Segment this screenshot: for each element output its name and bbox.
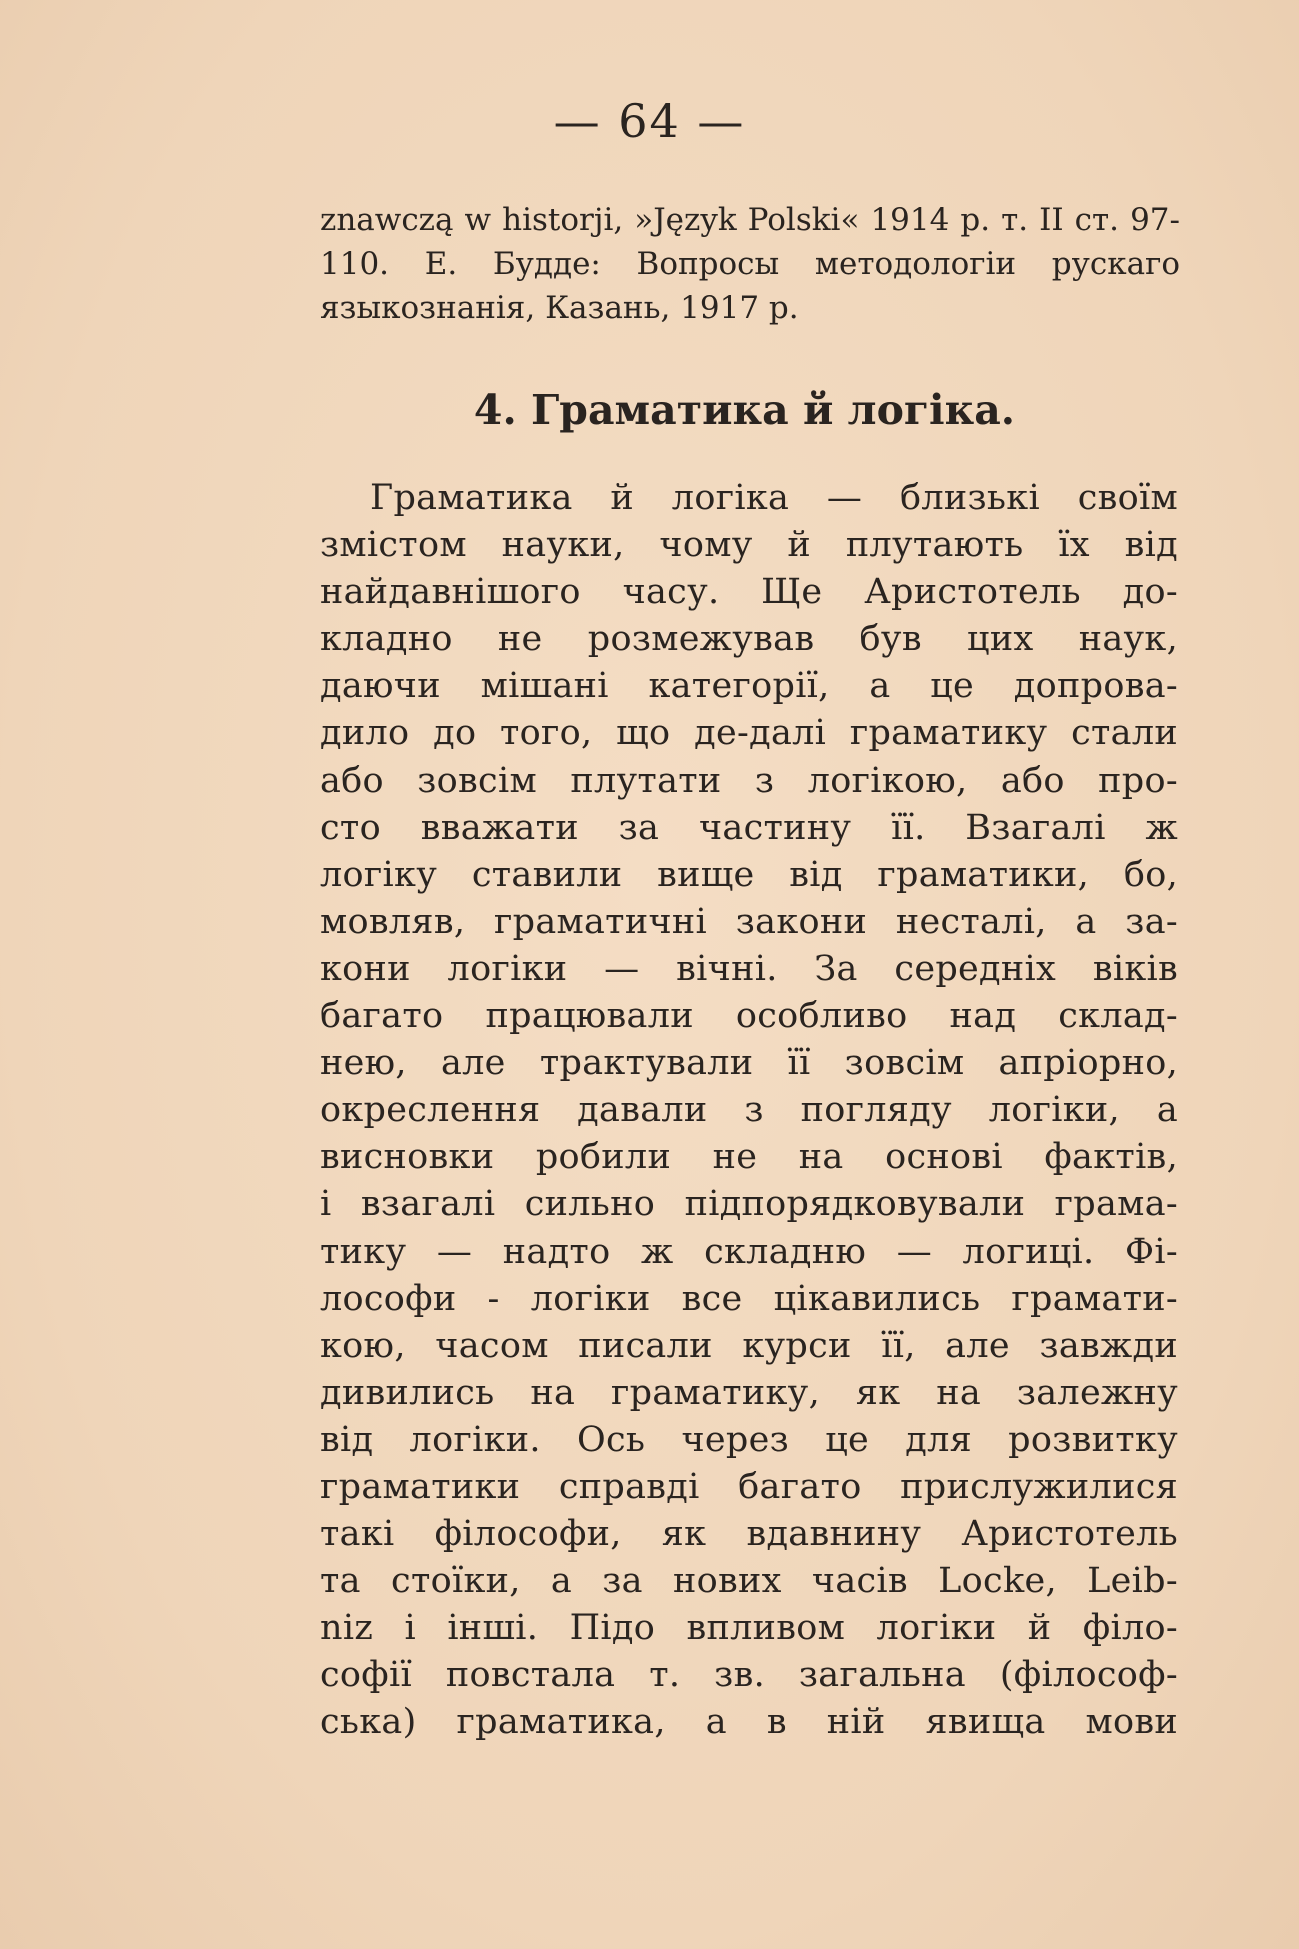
footnote-text: znawczą w historji, »Język Polski« 1914 р. т. II ст. 97-110. Е. Будде: Вопросы методологіи рускаго языкознанія, Казань, 1917 р. [320,202,1180,326]
text-line: від логіки. Ось через це для розвитку [320,1419,1178,1460]
text-line: niz і інші. Підо впливом логіки й філо- [320,1608,1178,1649]
section-heading: 4. Граматика й логіка. [473,386,1016,434]
text-line: дивились на граматику, як на залежну [320,1372,1178,1413]
text-line: ська) граматика, а в ній явища мови [320,1702,1178,1743]
text-line: софії повстала т. зв. загальна (філософ- [320,1655,1178,1696]
text-line: та стоїки, а за нових часів Locke, Leib- [320,1561,1178,1602]
body-paragraph [320,475,1178,1747]
text-line: мовляв, граматичні закони несталі, а за- [320,901,1178,942]
text-line: окреслення давали з погляду логіки, а [320,1090,1178,1131]
text-line: тику — надто ж складню — логиці. Фі- [320,1231,1178,1272]
text-line: висновки робили не на основі фактів, [320,1137,1178,1178]
text-line: такі філософи, як вдавнину Аристотель [320,1514,1178,1555]
text-line: дило до того, що де-далі граматику стали [320,713,1178,754]
text-line: або зовсім плутати з логікою, або про- [320,760,1178,801]
text-line: і взагалі сильно підпорядковували грама- [320,1184,1178,1225]
text-line: логіку ставили вище від граматики, бо, [320,854,1178,895]
text-line: лософи - логіки все цікавились грамати- [320,1278,1178,1319]
page-number: — 64 — [553,94,746,148]
text-line: граматики справді багато прислужилися [320,1466,1178,1507]
text-line: змістом науки, чому й плутають їх від [320,525,1178,566]
text-line: нею, але трактували її зовсім апріорно, [320,1043,1178,1084]
text-line: даючи мішані категорії, а це допрова- [320,666,1178,707]
text-line: кони логіки — вічні. За середніх віків [320,948,1178,989]
text-line: Граматика й логіка — близькі своїм [370,478,1178,518]
footnote-reference [320,198,1180,330]
text-line: сто вважати за частину її. Взагалі ж [320,807,1178,848]
text-line: кою, часом писали курси її, але завжди [320,1325,1178,1366]
text-line: найдавнішого часу. Ще Аристотель до- [320,572,1178,613]
text-line: багато працювали особливо над склад- [320,996,1178,1037]
text-line: кладно не розмежував був цих наук, [320,619,1178,660]
